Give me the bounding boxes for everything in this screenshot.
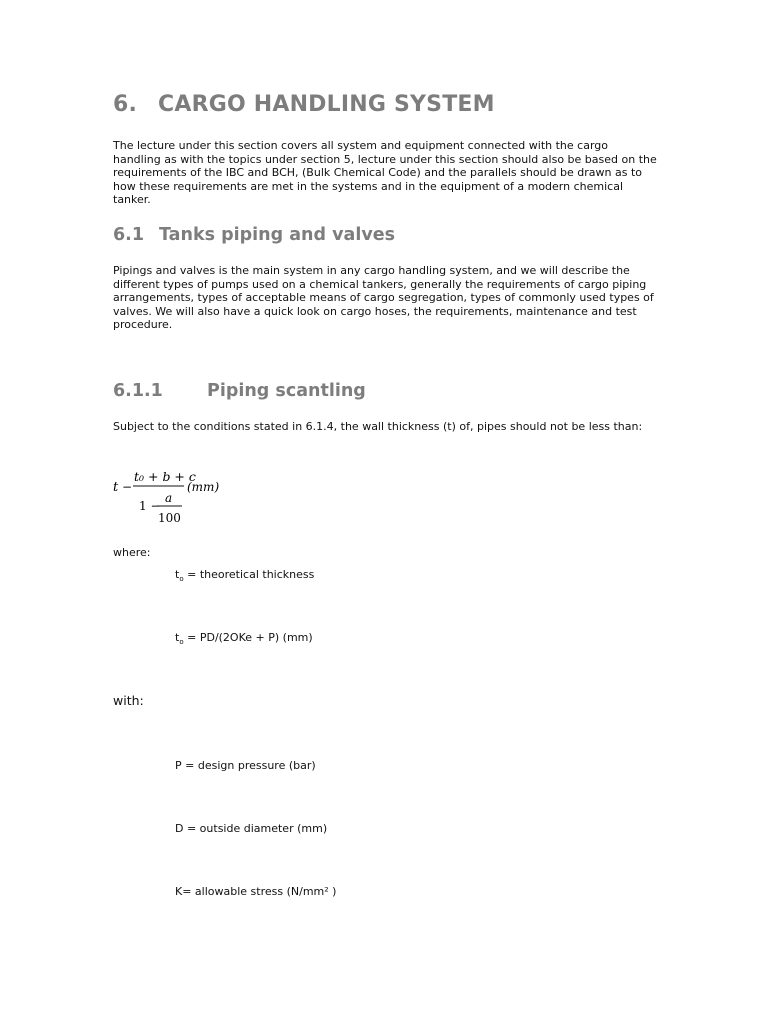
chapter-title: CARGO HANDLING SYSTEM	[158, 92, 495, 117]
chapter-heading	[113, 92, 495, 117]
definition-design-pressure: P = design pressure (bar)	[175, 759, 316, 772]
definition-theoretical-thickness	[175, 568, 314, 586]
definition-subscript: o	[179, 638, 184, 647]
intro-paragraph: The lecture under this section covers all system and equipment connected with the cargo handling as with the topics under section 5, lecture under this section should also be based on the requirements of the IBC and BCH, (Bulk Chemical Code) and the parallels should be drawn as to how these requirements are met in the systems and in the equipment of a modern chemical tanker.	[113, 139, 657, 206]
definition-allowable-stress: K= allowable stress (N/mm² )	[175, 885, 337, 898]
formula-denominator-100: 100	[158, 511, 181, 525]
chapter-number: 6.	[113, 92, 138, 117]
subsection-heading	[113, 381, 366, 401]
section-number: 6.1	[113, 225, 145, 245]
definition-symbol: t	[175, 568, 180, 581]
subject-paragraph: Subject to the conditions stated in 6.1.4, the wall thickness (t) of, pipes should not be less than:	[113, 420, 643, 433]
subsection-number: 6.1.1	[113, 381, 163, 401]
section-title: Tanks piping and valves	[159, 225, 396, 245]
formula-lhs: t	[113, 480, 119, 495]
wall-thickness-formula	[112, 466, 232, 530]
section-heading	[113, 225, 395, 245]
formula-denominator-left: 1 −	[139, 499, 161, 513]
formula-denominator-a: a	[165, 491, 173, 505]
definition-text: = PD/(2OKe + P) (mm)	[183, 631, 313, 644]
with-label: with:	[113, 693, 144, 708]
definition-subscript: o	[179, 575, 184, 584]
formula-unit: (mm)	[187, 480, 220, 494]
definition-outside-diameter: D = outside diameter (mm)	[175, 822, 328, 835]
definition-text: = theoretical thickness	[183, 568, 315, 581]
section-paragraph: Pipings and valves is the main system in any cargo handling system, and we will describe the different types of pumps used on a chemical tankers, generally the requirements of cargo piping arrangements, types of acceptable means of cargo segregation, types of commonly used types of valves. We will also have a quick look on cargo hoses, the requirements, maintenance and test procedure.	[113, 264, 654, 331]
where-label: where:	[113, 546, 151, 559]
definition-theoretical-formula	[175, 631, 313, 649]
definition-symbol: t	[175, 631, 180, 644]
formula-numerator: t₀ + b + c	[134, 469, 196, 484]
formula-sign: −	[122, 480, 133, 494]
subsection-title: Piping scantling	[207, 381, 366, 401]
